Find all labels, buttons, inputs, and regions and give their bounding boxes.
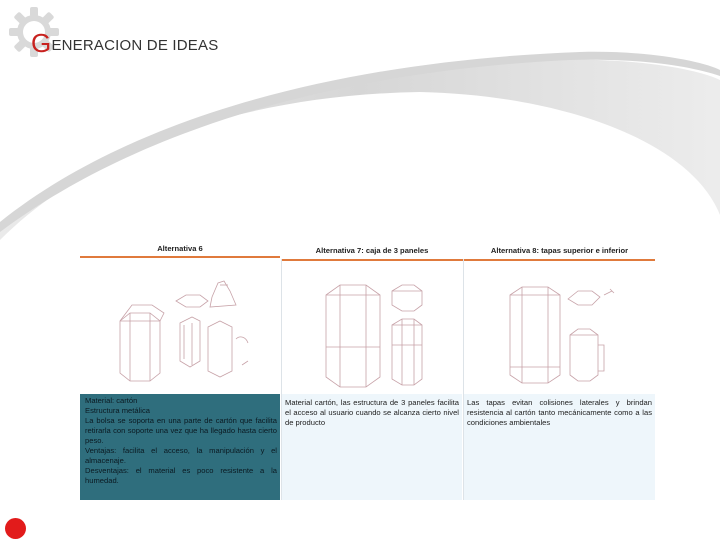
alternatives-table [80,242,655,500]
description-line: Estructura metálica [85,406,150,415]
header-alternativa-7: Alternativa 7: caja de 3 paneles [315,246,429,255]
description-line: Desventajas: el material es poco resistente a la humedad. [85,466,277,485]
header-alternativa-6: Alternativa 6 [157,244,203,253]
header-alternativa-8: Alternativa 8: tapas superior e inferior [490,246,629,255]
title-rest: ENERACION DE IDEAS [51,37,219,54]
description-line: La bolsa se soporta en una parte de cartón que facilita retirarla con soporte una vez que ha llegado hasta cierto peso. [85,416,277,445]
description-line: Material: cartón [85,396,138,405]
header-underline [80,256,280,258]
title-initial: G [31,28,52,58]
sketch-alternativa-7 [282,261,462,394]
sketch-alternativa-8 [464,261,655,394]
description-alternativa-8: Las tapas evitan colisiones laterales y brindan resistencia al cartón tanto mecánicamente como a las condiciones ambientales [464,394,655,500]
sketch-alternativa-6 [80,261,280,394]
red-dot-icon [5,518,26,539]
description-alternativa-7: Material cartón, las estructura de 3 paneles facilita el acceso al usuario cuando se alcanza cierto nivel de producto [282,394,462,500]
slide-title [31,30,218,56]
description-alternativa-6 [80,394,280,500]
description-line: Ventajas: facilita el acceso, la manipulación y el almacenaje. [85,446,277,465]
